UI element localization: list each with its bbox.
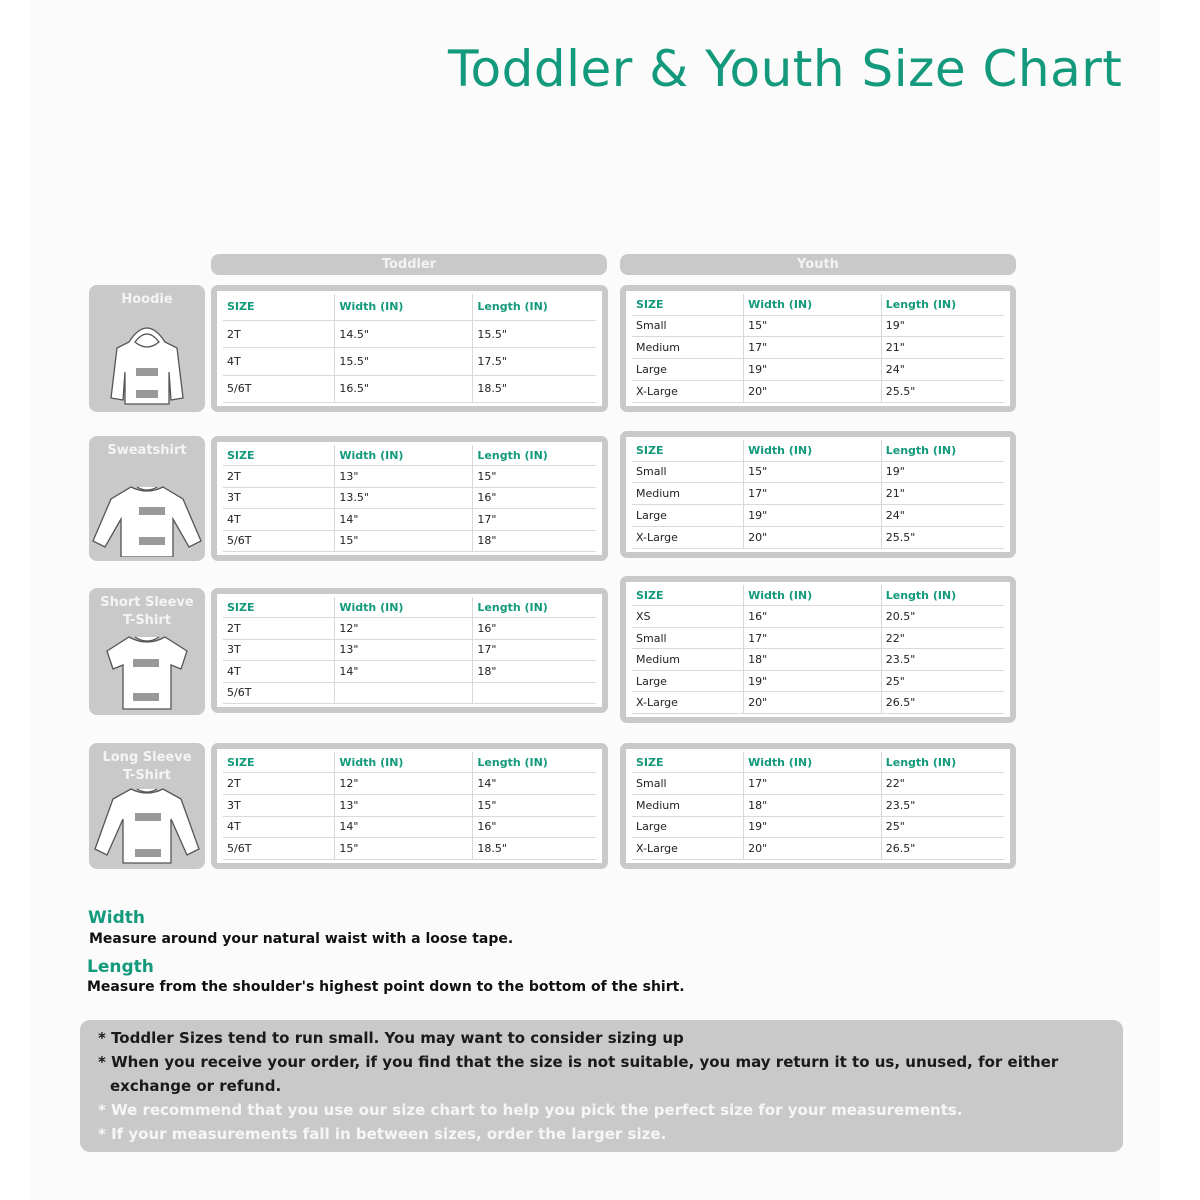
width-header: Width (IN) [335,597,473,618]
width-cell: 18" [744,649,882,671]
hoodie-icon [89,312,205,408]
size-header: SIZE [223,445,335,466]
table-row [223,682,596,703]
sweatshirt-icon [89,461,205,557]
width-cell: 14" [335,509,473,530]
table-header-row [223,294,596,320]
table-row [632,315,1004,337]
width-header: Width (IN) [335,752,473,773]
length-cell: 21" [881,337,1004,359]
toddler-size-table-long-sleeve [223,752,596,860]
table-row [632,527,1004,549]
length-cell [473,682,596,703]
size-cell: X-Large [632,381,744,403]
toddler-column-header: Toddler [211,254,607,275]
table-row [632,649,1004,671]
youth-size-table-hoodie [632,294,1004,403]
width-cell: 15" [335,838,473,860]
length-cell: 24" [881,359,1004,381]
size-cell: Large [632,816,744,838]
length-cell: 15.5" [473,320,596,347]
size-cell: 2T [223,773,335,795]
width-cell: 20" [744,838,882,860]
note-returns: * When you receive your order, if you find that the size is not suitable, you may return it to us, unused, for either exchange or refund. [98,1053,1059,1095]
table-row [223,530,596,551]
table-row [223,661,596,682]
youth-column-header: Youth [620,254,1016,275]
length-cell: 15" [473,795,596,817]
length-cell: 18.5" [473,375,596,402]
size-cell: Large [632,359,744,381]
width-cell: 14.5" [335,320,473,347]
length-cell: 18" [473,661,596,682]
toddler-size-table-hoodie [223,294,596,403]
length-cell: 25" [881,816,1004,838]
length-header: Length (IN) [473,445,596,466]
width-header: Width (IN) [744,294,882,315]
garment-panel-short-sleeve-tshirt [89,588,205,715]
toddler-size-table-sweatshirt [223,445,596,552]
length-header: Length (IN) [881,440,1004,461]
table-row [223,838,596,860]
length-cell: 18" [473,530,596,551]
size-cell: Large [632,505,744,527]
width-header: Width (IN) [744,440,882,461]
youth-size-table-short-sleeve [632,585,1004,714]
width-cell: 20" [744,381,882,403]
size-header: SIZE [223,752,335,773]
size-cell: 5/6T [223,375,335,402]
width-cell: 12" [335,773,473,795]
size-cell: Medium [632,483,744,505]
length-heading: Length [87,957,154,977]
size-header: SIZE [632,440,744,461]
size-cell: 2T [223,320,335,347]
size-cell: Small [632,315,744,337]
table-header-row [632,585,1004,606]
youth-table-frame-short-sleeve [620,576,1016,723]
length-cell: 24" [881,505,1004,527]
length-cell: 17.5" [473,348,596,375]
table-row [632,359,1004,381]
length-header: Length (IN) [881,585,1004,606]
size-header: SIZE [632,752,744,773]
size-cell: Small [632,627,744,649]
size-cell: Medium [632,649,744,671]
size-cell: 3T [223,487,335,508]
width-cell: 15.5" [335,348,473,375]
youth-table-frame-hoodie [620,285,1016,412]
width-cell: 14" [335,661,473,682]
table-row [223,639,596,660]
table-row [223,487,596,508]
width-cell: 13" [335,639,473,660]
size-cell: 4T [223,661,335,682]
table-row [223,618,596,639]
size-cell: 4T [223,348,335,375]
note-use-size-chart: * We recommend that you use our size chart to help you pick the perfect size for your measurements. [98,1101,963,1119]
table-header-row [223,445,596,466]
table-row [632,795,1004,817]
width-cell: 17" [744,773,882,795]
width-cell: 18" [744,795,882,817]
length-cell: 19" [881,315,1004,337]
table-header-row [223,752,596,773]
width-cell: 20" [744,692,882,714]
youth-table-frame-long-sleeve [620,743,1016,869]
size-cell: 5/6T [223,682,335,703]
width-cell: 15" [744,315,882,337]
table-row [632,773,1004,795]
garment-label: Sweatshirt [107,443,187,458]
table-row [632,627,1004,649]
length-cell: 16" [473,816,596,838]
size-cell: 5/6T [223,838,335,860]
table-header-row [632,440,1004,461]
size-cell: 2T [223,466,335,487]
width-cell: 19" [744,505,882,527]
width-cell: 17" [744,483,882,505]
size-cell: Small [632,461,744,483]
length-cell: 20.5" [881,606,1004,628]
size-cell: 3T [223,639,335,660]
size-cell: Medium [632,795,744,817]
size-cell: 2T [223,618,335,639]
garment-label: Short Sleeve T-Shirt [100,595,194,628]
width-cell: 12" [335,618,473,639]
table-row [223,348,596,375]
size-cell: 4T [223,816,335,838]
width-cell: 13" [335,795,473,817]
width-cell: 15" [744,461,882,483]
width-cell: 13" [335,466,473,487]
garment-panel-sweatshirt [89,436,205,561]
page-title: Toddler & Youth Size Chart [448,40,1123,98]
table-row [223,816,596,838]
toddler-table-frame-short-sleeve [211,588,608,713]
size-cell: XS [632,606,744,628]
youth-size-table-long-sleeve [632,752,1004,860]
table-row [632,505,1004,527]
length-cell: 22" [881,773,1004,795]
note-toddler-sizing: * Toddler Sizes tend to run small. You may want to consider sizing up [98,1029,684,1047]
short-sleeve-tshirt-icon [89,629,205,711]
table-row [632,483,1004,505]
size-cell: Medium [632,337,744,359]
width-heading: Width [88,908,145,928]
toddler-table-frame-sweatshirt [211,436,608,561]
length-cell: 17" [473,639,596,660]
size-header: SIZE [223,597,335,618]
table-row [223,320,596,347]
width-cell: 15" [335,530,473,551]
size-cell: Large [632,670,744,692]
length-cell: 25" [881,670,1004,692]
table-header-row [632,752,1004,773]
size-header: SIZE [632,294,744,315]
length-cell: 16" [473,487,596,508]
length-cell: 14" [473,773,596,795]
youth-table-frame-sweatshirt [620,431,1016,558]
width-cell: 16" [744,606,882,628]
width-header: Width (IN) [335,445,473,466]
toddler-table-frame-hoodie [211,285,608,412]
size-cell: 3T [223,795,335,817]
notes-panel [80,1020,1123,1152]
table-row [632,381,1004,403]
length-cell: 25.5" [881,527,1004,549]
garment-panel-hoodie [89,285,205,412]
table-row [632,816,1004,838]
table-row [632,838,1004,860]
length-header: Length (IN) [473,597,596,618]
width-cell: 19" [744,359,882,381]
length-cell: 21" [881,483,1004,505]
table-row [223,375,596,402]
length-header: Length (IN) [881,752,1004,773]
length-cell: 26.5" [881,692,1004,714]
garment-label: Hoodie [121,292,173,307]
table-header-row [632,294,1004,315]
length-cell: 25.5" [881,381,1004,403]
table-row [632,461,1004,483]
length-cell: 23.5" [881,649,1004,671]
size-cell: X-Large [632,838,744,860]
long-sleeve-tshirt-icon [89,783,205,865]
width-cell: 16.5" [335,375,473,402]
note-in-between-sizes: * If your measurements fall in between sizes, order the larger size. [98,1125,667,1143]
length-cell: 23.5" [881,795,1004,817]
width-cell: 19" [744,816,882,838]
size-cell: Small [632,773,744,795]
width-description: Measure around your natural waist with a loose tape. [89,931,514,947]
length-header: Length (IN) [881,294,1004,315]
table-row [632,337,1004,359]
width-header: Width (IN) [335,294,473,320]
garment-label: Long Sleeve T-Shirt [102,750,192,783]
size-cell: X-Large [632,527,744,549]
length-cell: 19" [881,461,1004,483]
length-cell: 16" [473,618,596,639]
width-cell: 17" [744,337,882,359]
table-row [632,670,1004,692]
table-row [632,606,1004,628]
length-cell: 18.5" [473,838,596,860]
size-header: SIZE [632,585,744,606]
length-header: Length (IN) [473,752,596,773]
length-header: Length (IN) [473,294,596,320]
size-cell: 5/6T [223,530,335,551]
size-cell: 4T [223,509,335,530]
garment-panel-long-sleeve-tshirt [89,743,205,869]
toddler-size-table-short-sleeve [223,597,596,704]
width-cell: 17" [744,627,882,649]
width-header: Width (IN) [744,752,882,773]
length-cell: 22" [881,627,1004,649]
table-row [223,795,596,817]
width-cell: 19" [744,670,882,692]
size-header: SIZE [223,294,335,320]
size-cell: X-Large [632,692,744,714]
table-row [632,692,1004,714]
length-description: Measure from the shoulder's highest point down to the bottom of the shirt. [87,979,685,995]
table-row [223,509,596,530]
width-cell: 20" [744,527,882,549]
length-cell: 15" [473,466,596,487]
table-row [223,466,596,487]
length-cell: 17" [473,509,596,530]
toddler-table-frame-long-sleeve [211,743,608,869]
table-row [223,773,596,795]
width-cell: 14" [335,816,473,838]
width-header: Width (IN) [744,585,882,606]
width-cell: 13.5" [335,487,473,508]
youth-size-table-sweatshirt [632,440,1004,549]
width-cell [335,682,473,703]
table-header-row [223,597,596,618]
length-cell: 26.5" [881,838,1004,860]
